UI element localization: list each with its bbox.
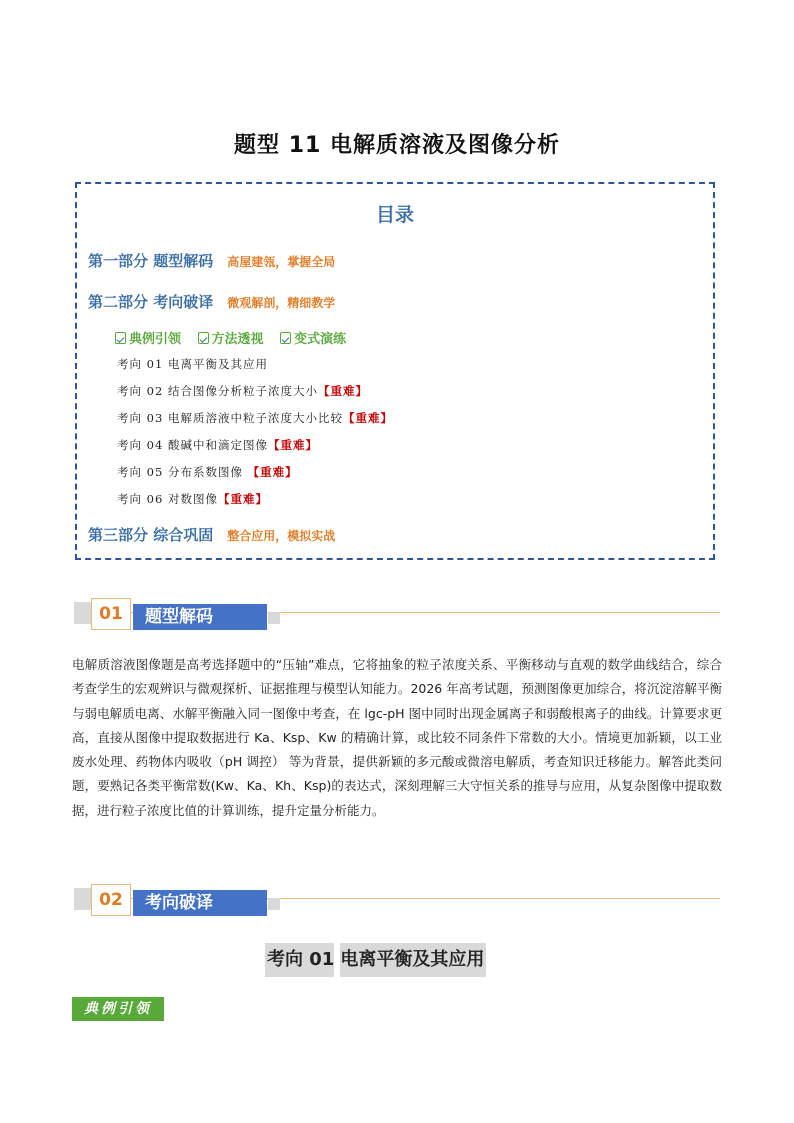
document-check-icon	[198, 332, 209, 344]
section-header-02	[74, 884, 720, 918]
example-tag: 典例引领	[72, 997, 164, 1021]
section-accent	[268, 612, 280, 624]
table-of-contents	[75, 182, 715, 560]
toc-topic-text: 考向 06 对数图像	[117, 492, 218, 506]
toc-topic[interactable]	[117, 383, 368, 399]
toc-topic-key: 【重难】	[247, 465, 298, 479]
toc-topic-key: 【重难】	[317, 384, 368, 398]
toc-topic-text: 考向 02 结合图像分析粒子浓度大小	[117, 384, 318, 398]
toc-tab-label: 方法透视	[211, 332, 264, 347]
toc-topic-key: 【重难】	[217, 492, 268, 506]
section-number: 01	[91, 598, 131, 630]
toc-part1-label: 第一部分 题型解码	[88, 252, 214, 270]
section-accent	[268, 898, 280, 910]
section-header-01	[74, 598, 720, 632]
toc-topic[interactable]	[117, 437, 318, 453]
toc-topic[interactable]	[117, 410, 393, 426]
toc-part1-sub: 高屋建瓴，掌握全局	[227, 255, 336, 269]
page-title: 题型 11 电解质溶液及图像分析	[234, 133, 560, 158]
toc-tab[interactable]	[115, 328, 181, 347]
toc-part2[interactable]	[88, 291, 335, 312]
toc-heading: 目录	[375, 204, 414, 226]
toc-topic-text: 考向 03 电解质溶液中粒子浓度大小比较	[117, 411, 343, 425]
toc-part3-sub: 整合应用，模拟实战	[227, 529, 336, 543]
document-check-icon	[115, 332, 126, 344]
toc-part3-label: 第三部分 综合巩固	[88, 526, 214, 544]
section-number: 02	[91, 884, 131, 916]
toc-tab[interactable]	[280, 328, 346, 347]
toc-tab-label: 典例引领	[129, 332, 182, 347]
toc-part3[interactable]	[88, 524, 335, 545]
toc-topic[interactable]	[117, 356, 268, 372]
document-check-icon	[280, 332, 291, 344]
toc-tab[interactable]	[198, 328, 264, 347]
section-accent	[74, 888, 92, 910]
toc-topic-text: 考向 01 电离平衡及其应用	[117, 357, 268, 371]
section-label: 考向破译	[133, 890, 267, 916]
toc-topic-text: 考向 05 分布系数图像	[117, 465, 248, 479]
toc-part1[interactable]	[88, 250, 335, 271]
toc-topic-key: 【重难】	[267, 438, 318, 452]
topic-number: 考向 01	[267, 949, 335, 970]
toc-tab-label: 变式演练	[294, 332, 347, 347]
toc-topic-key: 【重难】	[342, 411, 393, 425]
toc-tabs	[115, 328, 358, 348]
toc-part2-label: 第二部分 考向破译	[88, 293, 214, 311]
intro-paragraph: 电解质溶液图像题是高考选择题中的“压轴”难点，它将抽象的粒子浓度关系、平衡移动与直观的数学曲线结合，综合考查学生的宏观辨识与微观探析、证据推理与模型认知能力。2026 年高考试题，预测图像更加综合，将沉淀溶解平衡与弱电解质电离、水解平衡融入同一图像中考查，在 lgc-pH 图中同时出现金属离子和弱酸根离子的曲线。计算要求更高，直接从图像中提取数据进行 Ka、Ksp、Kw 的精确计算，或比较不同条件下常数的大小。情境更加新颖，以工业废水处理、药物体内吸收（pH 调控） 等为背景，提供新颖的多元酸或微溶电解质，考查知识迁移能力。解答此类问题，要熟记各类平衡常数(Kw、Ka、Kh、Ksp)的表达式，深刻理解三大守恒关系的推导与应用，从复杂图像中提取数据，进行粒子浓度比值的计算训练，提升定量分析能力。	[72, 657, 722, 818]
toc-topic[interactable]	[117, 464, 298, 480]
section-label: 题型解码	[133, 604, 267, 630]
toc-topic-text: 考向 04 酸碱中和滴定图像	[117, 438, 268, 452]
topic-heading	[265, 943, 486, 977]
toc-part2-sub: 微观解剖，精细教学	[227, 296, 336, 310]
topic-name: 电离平衡及其应用	[340, 949, 485, 970]
section-accent	[74, 602, 92, 624]
toc-topic[interactable]	[117, 491, 268, 507]
